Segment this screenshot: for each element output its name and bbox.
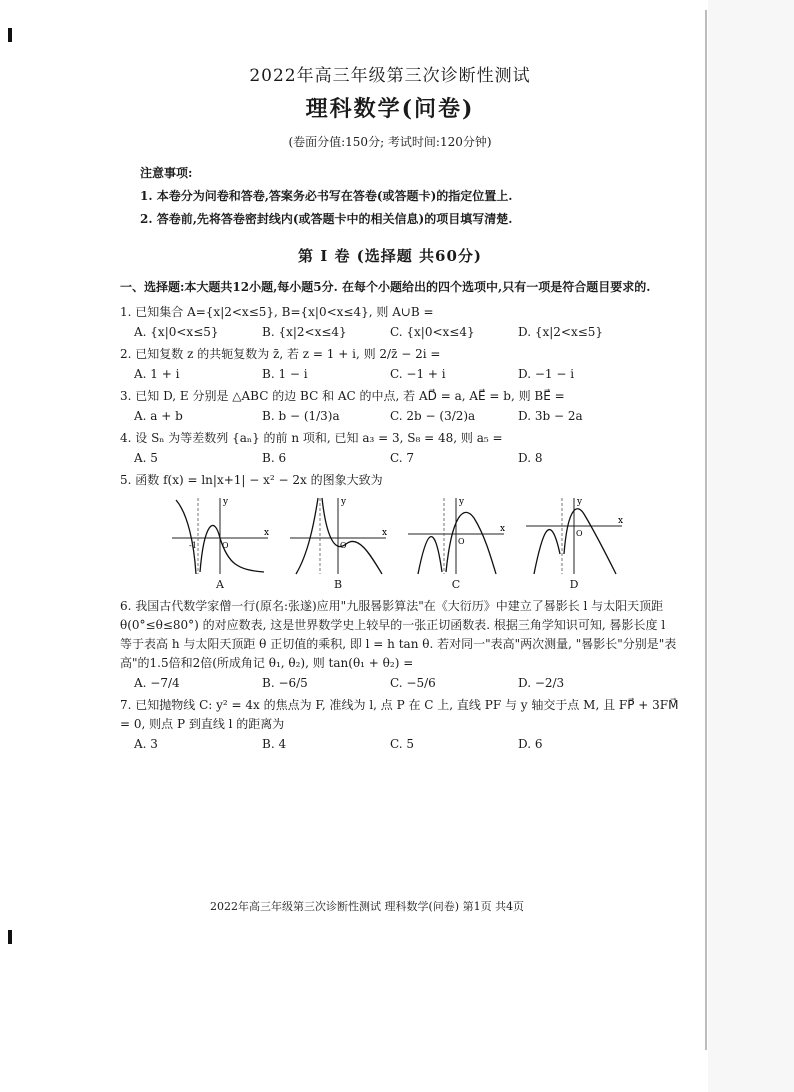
option: B. 4 <box>262 737 287 751</box>
x-axis-label: x <box>382 528 388 538</box>
origin-label: O <box>222 541 229 550</box>
y-axis-label: y <box>459 497 465 507</box>
option: A. {x|0<x≤5} <box>134 325 219 339</box>
graph-option-a <box>168 494 272 591</box>
option: C. −1 + i <box>390 367 446 381</box>
option: A. −7/4 <box>134 676 180 690</box>
option: B. {x|2<x≤4} <box>262 325 347 339</box>
scan-registration-mark <box>8 930 12 944</box>
scan-registration-mark <box>8 28 12 42</box>
notes-block <box>100 164 680 227</box>
option: D. −2/3 <box>518 676 565 690</box>
origin-label: O <box>340 541 347 550</box>
adjacent-page-bleed <box>708 0 794 1092</box>
notes-item: 2. 答卷前,先将答卷密封线内(或答题卡中的相关信息)的项目填写清楚. <box>140 212 513 226</box>
question-stem: 7. 已知抛物线 C: y² = 4x 的焦点为 F, 准线为 l, 点 P 在 C 上, 直线 PF 与 y 轴交于点 M, 且 FP⃗ + 3FM⃗ = 0, 则点 P 到直线 l 的距离为 <box>120 698 679 731</box>
notes-heading: 注意事项: <box>140 166 193 180</box>
question-options <box>134 737 680 751</box>
question-options <box>134 409 680 423</box>
graph-choices <box>168 494 680 591</box>
section-instruction: 一、选择题:本大题共12小题,每小题5分. 在每个小题给出的四个选项中,只有一项是符合题目要求的. <box>120 280 651 294</box>
graph-label: A <box>216 578 224 591</box>
graph-label: C <box>451 578 461 591</box>
page-edge-shadow <box>705 10 707 1050</box>
y-axis-label: y <box>577 497 583 507</box>
question-stem: 2. 已知复数 z 的共轭复数为 z̄, 若 z = 1 + i, 则 2/z̄ − 2i = <box>120 347 441 361</box>
exam-title: 2022年高三年级第三次诊断性测试 <box>249 66 531 86</box>
question-options <box>134 451 680 465</box>
option: D. {x|2<x≤5} <box>518 325 604 339</box>
graph-option-c <box>404 494 508 591</box>
question-stem: 6. 我国古代数学家僧一行(原名:张遂)应用"九服晷影算法"在《大衍历》中建立了晷影长 l 与太阳天顶距 θ(0°≤θ≤80°) 的对应数表, 这是世界数学史上较早的一张正切函数表. 根据三角学知识可知, 晷影长度 l 等于表高 h 与太阳天顶距 θ 正切值的乘积, 即 l = h tan θ. 若对同一"表高"两次测量, "晷影长"分别是"表高"的1.5倍和2倍(所成角记 θ₁, θ₂), 则 tan(θ₁ + θ₂) = <box>120 599 677 670</box>
origin-label: O <box>576 529 583 538</box>
graph-d-figure <box>522 494 626 576</box>
option: D. 3b − 2a <box>518 409 583 423</box>
x-axis-label: x <box>618 516 624 526</box>
graph-label: B <box>333 578 343 591</box>
question-stem: 4. 设 Sₙ 为等差数列 {aₙ} 的前 n 项和, 已知 a₃ = 3, S₈ = 48, 则 a₅ = <box>120 431 503 445</box>
option: C. {x|0<x≤4} <box>390 325 475 339</box>
exam-subtitle: 理科数学(问卷) <box>305 96 475 122</box>
question-stem: 1. 已知集合 A={x|2<x≤5}, B={x|0<x≤4}, 则 A∪B = <box>120 305 434 319</box>
x-axis-label: x <box>264 528 270 538</box>
graph-c-figure <box>404 494 508 576</box>
section-title: 第 I 卷 (选择题 共60分) <box>298 247 482 265</box>
question-stem: 3. 已知 D, E 分别是 △ABC 的边 BC 和 AC 的中点, 若 AD⃗ = a, AE⃗ = b, 则 BE⃗ = <box>120 389 565 403</box>
option: B. 6 <box>262 451 287 465</box>
option: A. 3 <box>134 737 158 751</box>
origin-label: O <box>458 537 465 546</box>
option: C. −5/6 <box>390 676 436 690</box>
option: D. 6 <box>518 737 543 751</box>
option: C. 7 <box>390 451 415 465</box>
option: B. 1 − i <box>262 367 308 381</box>
question-options <box>134 367 680 381</box>
option: C. 2b − (3/2)a <box>390 409 476 423</box>
page-footer: 2022年高三年级第三次诊断性测试 理科数学(问卷) 第1页 共4页 <box>210 900 525 913</box>
graph-b-figure <box>286 494 390 576</box>
option: C. 5 <box>390 737 415 751</box>
option: B. −6/5 <box>262 676 308 690</box>
x-axis-label: x <box>500 524 506 534</box>
option: D. −1 − i <box>518 367 575 381</box>
option: A. a + b <box>134 409 183 423</box>
option: D. 8 <box>518 451 543 465</box>
graph-label: D <box>569 578 579 591</box>
option: A. 1 + i <box>134 367 180 381</box>
graph-a-figure <box>168 494 272 576</box>
y-axis-label: y <box>223 497 229 507</box>
graph-option-b <box>286 494 390 591</box>
y-axis-label: y <box>341 497 347 507</box>
option: B. b − (1/3)a <box>262 409 340 423</box>
exam-page <box>100 55 680 751</box>
question-stem: 5. 函数 f(x) = ln|x+1| − x² − 2x 的图象大致为 <box>120 473 383 487</box>
option: A. 5 <box>134 451 158 465</box>
tick-label: -1 <box>189 541 197 550</box>
graph-option-d <box>522 494 626 591</box>
exam-meta: (卷面分值:150分; 考试时间:120分钟) <box>288 135 492 149</box>
question-options <box>134 325 680 339</box>
notes-item: 1. 本卷分为问卷和答卷,答案务必书写在答卷(或答题卡)的指定位置上. <box>140 189 513 203</box>
question-options <box>134 676 680 690</box>
